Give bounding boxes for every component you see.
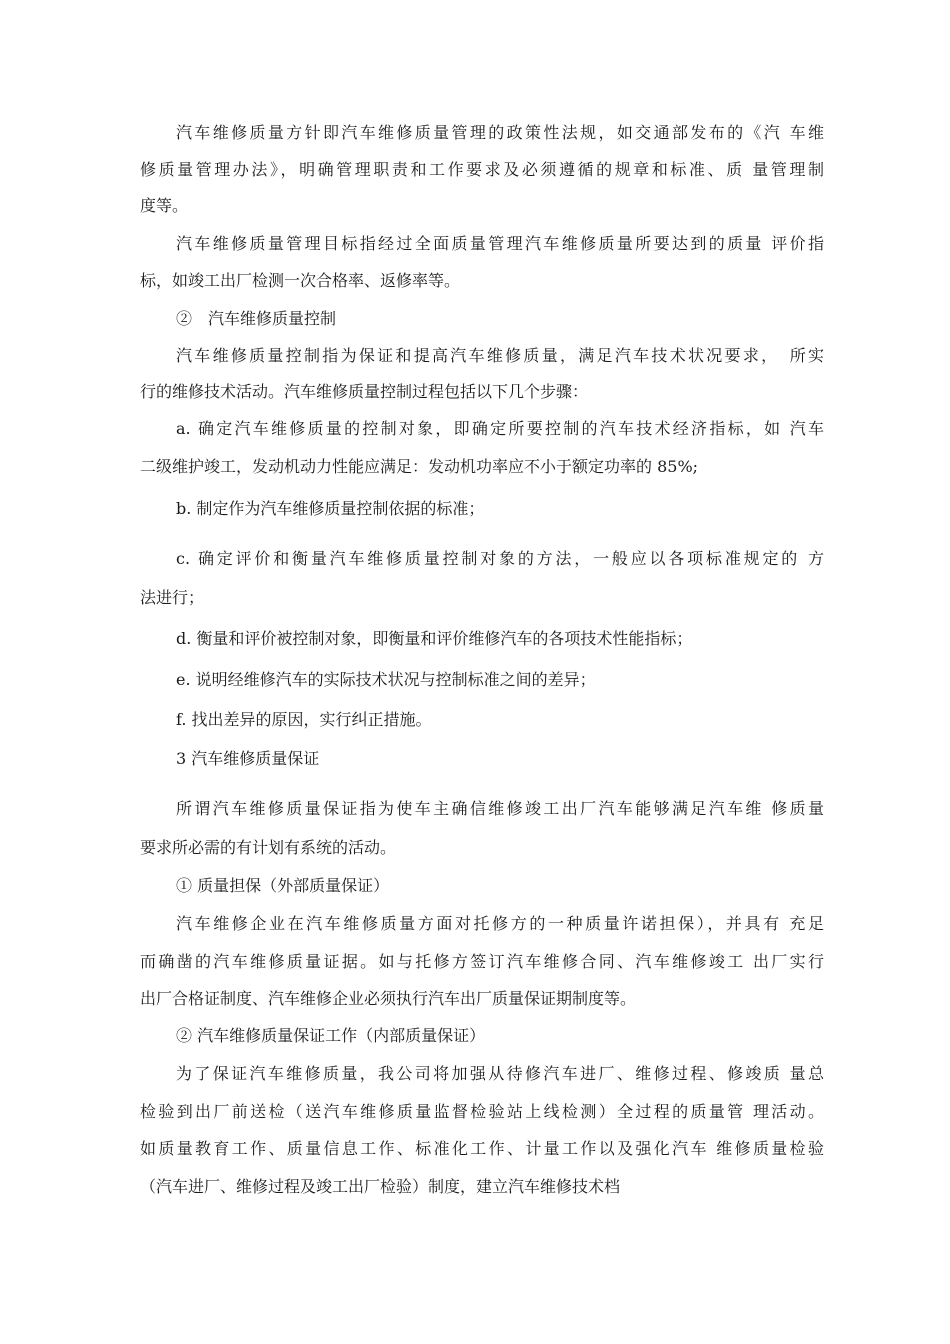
text-line: 度等。 bbox=[140, 196, 189, 215]
list-item: c. 确定评价和衡量汽车维修质量控制对象的方法，一般应以各项标准规定的 方 bbox=[176, 549, 824, 568]
text-line: 汽车维修质量方针即汽车维修质量管理的政策性法规，如交通部发布的《汽 车维 bbox=[176, 123, 824, 142]
section-heading: 3 汽车维修质量保证 bbox=[176, 749, 320, 768]
text-line: 汽车维修质量管理目标指经过全面质量管理汽车维修质量所要达到的质量 评价指 bbox=[176, 234, 824, 253]
text-line: 汽车维修企业在汽车维修质量方面对托修方的一种质量许诺担保），并具有 充足 bbox=[176, 914, 824, 933]
text-line: 为了保证汽车维修质量，我公司将加强从待修汽车进厂、维修过程、修竣质 量总 bbox=[176, 1064, 824, 1083]
text-line: 二级维护竣工，发动机动力性能应满足：发动机功率应不小于额定功率的 85%; bbox=[140, 457, 699, 476]
text-line: 汽车维修质量控制指为保证和提高汽车维修质量，满足汽车技术状况要求， 所实 bbox=[176, 346, 824, 365]
section-heading: ① 质量担保（外部质量保证） bbox=[176, 876, 390, 895]
text-line: （汽车进厂、维修过程及竣工出厂检验）制度，建立汽车维修技术档 bbox=[140, 1177, 621, 1196]
text-line: 如质量教育工作、质量信息工作、标准化工作、计量工作以及强化汽车 维修质量检验 bbox=[140, 1139, 824, 1158]
text-line: 要求所必需的有计划有系统的活动。 bbox=[140, 838, 397, 857]
list-item: f. 找出差异的原因，实行纠正措施。 bbox=[176, 710, 432, 729]
list-item: a. 确定汽车维修质量的控制对象，即确定所要控制的汽车技术经济指标，如 汽车 bbox=[176, 419, 824, 438]
list-item: e. 说明经维修汽车的实际技术状况与控制标准之间的差异； bbox=[176, 670, 596, 689]
text-line: 标，如竣工出厂检测一次合格率、返修率等。 bbox=[140, 271, 461, 290]
text-line: 检验到出厂前送检（送汽车维修质量监督检验站上线检测）全过程的质量管 理活动。 bbox=[140, 1102, 824, 1121]
text-line: 修质量管理办法》，明确管理职责和工作要求及必须遵循的规章和标准、质 量管理制 bbox=[140, 160, 824, 179]
text-line: 行的维修技术活动。汽车维修质量控制过程包括以下几个步骤： bbox=[140, 382, 589, 401]
text-line: 而确凿的汽车维修质量证据。如与托修方签订汽车维修合同、汽车维修竣工 出厂实行 bbox=[140, 952, 824, 971]
text-line: 法进行； bbox=[140, 588, 205, 607]
section-heading: ② 汽车维修质量控制 bbox=[176, 309, 337, 328]
text-line: 所谓汽车维修质量保证指为使车主确信维修竣工出厂汽车能够满足汽车维 修质量 bbox=[176, 799, 824, 818]
text-line: 出厂合格证制度、汽车维修企业必须执行汽车出厂质量保证期制度等。 bbox=[140, 989, 637, 1008]
list-item: b. 制定作为汽车维修质量控制依据的标准； bbox=[176, 499, 485, 518]
section-heading: ② 汽车维修质量保证工作（内部质量保证） bbox=[176, 1026, 486, 1045]
list-item: d. 衡量和评价被控制对象，即衡量和评价维修汽车的各项技术性能指标； bbox=[176, 629, 693, 648]
